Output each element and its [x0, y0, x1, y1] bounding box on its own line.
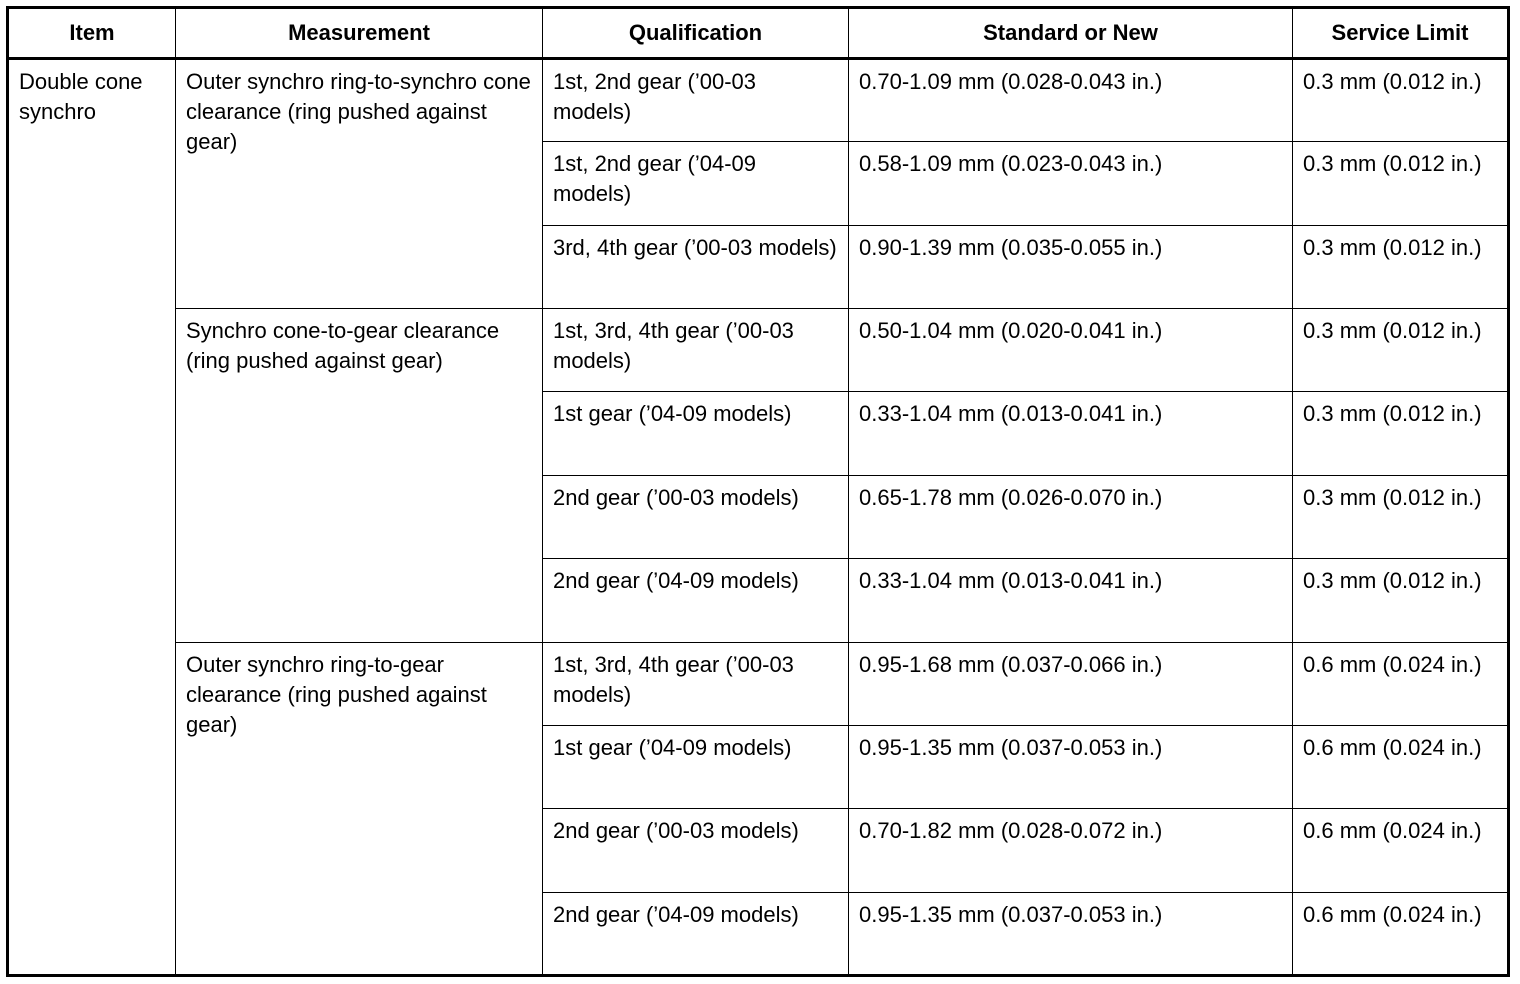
header-measurement: Measurement: [176, 8, 543, 59]
table-row: [8, 59, 1509, 142]
standard-cell: 0.90-1.39 mm (0.035-0.055 in.): [849, 225, 1293, 308]
qualification-cell: 1st, 2nd gear (’04-09 models): [543, 142, 849, 225]
qualification-cell: 2nd gear (’04-09 models): [543, 892, 849, 975]
limit-cell: 0.6 mm (0.024 in.): [1293, 809, 1509, 892]
limit-cell: 0.6 mm (0.024 in.): [1293, 892, 1509, 975]
table-row: [8, 642, 1509, 725]
limit-cell: 0.3 mm (0.012 in.): [1293, 475, 1509, 558]
qualification-cell: 2nd gear (’04-09 models): [543, 559, 849, 642]
standard-cell: 0.70-1.82 mm (0.028-0.072 in.): [849, 809, 1293, 892]
qualification-cell: 3rd, 4th gear (’00-03 models): [543, 225, 849, 308]
item-cell: Double cone synchro: [8, 59, 176, 976]
measurement-cell: Synchro cone-to-gear clearance (ring pushed against gear): [176, 309, 543, 642]
limit-cell: 0.3 mm (0.012 in.): [1293, 309, 1509, 392]
header-row: [8, 8, 1509, 59]
standard-cell: 0.33-1.04 mm (0.013-0.041 in.): [849, 392, 1293, 475]
limit-cell: 0.3 mm (0.012 in.): [1293, 392, 1509, 475]
standard-cell: 0.95-1.35 mm (0.037-0.053 in.): [849, 892, 1293, 975]
limit-cell: 0.6 mm (0.024 in.): [1293, 725, 1509, 808]
standard-cell: 0.70-1.09 mm (0.028-0.043 in.): [849, 59, 1293, 142]
spec-table: [6, 6, 1510, 977]
limit-cell: 0.6 mm (0.024 in.): [1293, 642, 1509, 725]
header-item: Item: [8, 8, 176, 59]
standard-cell: 0.50-1.04 mm (0.020-0.041 in.): [849, 309, 1293, 392]
header-standard: Standard or New: [849, 8, 1293, 59]
limit-cell: 0.3 mm (0.012 in.): [1293, 225, 1509, 308]
standard-cell: 0.33-1.04 mm (0.013-0.041 in.): [849, 559, 1293, 642]
standard-cell: 0.58-1.09 mm (0.023-0.043 in.): [849, 142, 1293, 225]
standard-cell: 0.95-1.68 mm (0.037-0.066 in.): [849, 642, 1293, 725]
measurement-cell: Outer synchro ring-to-synchro cone clearance (ring pushed against gear): [176, 59, 543, 309]
table-row: [8, 309, 1509, 392]
standard-cell: 0.65-1.78 mm (0.026-0.070 in.): [849, 475, 1293, 558]
header-qualification: Qualification: [543, 8, 849, 59]
limit-cell: 0.3 mm (0.012 in.): [1293, 59, 1509, 142]
standard-cell: 0.95-1.35 mm (0.037-0.053 in.): [849, 725, 1293, 808]
qualification-cell: 1st, 3rd, 4th gear (’00-03 models): [543, 309, 849, 392]
qualification-cell: 1st gear (’04-09 models): [543, 392, 849, 475]
qualification-cell: 1st, 3rd, 4th gear (’00-03 models): [543, 642, 849, 725]
header-service-limit: Service Limit: [1293, 8, 1509, 59]
qualification-cell: 1st, 2nd gear (’00-03 models): [543, 59, 849, 142]
limit-cell: 0.3 mm (0.012 in.): [1293, 142, 1509, 225]
qualification-cell: 2nd gear (’00-03 models): [543, 475, 849, 558]
measurement-cell: Outer synchro ring-to-gear clearance (ring pushed against gear): [176, 642, 543, 975]
qualification-cell: 1st gear (’04-09 models): [543, 725, 849, 808]
qualification-cell: 2nd gear (’00-03 models): [543, 809, 849, 892]
limit-cell: 0.3 mm (0.012 in.): [1293, 559, 1509, 642]
